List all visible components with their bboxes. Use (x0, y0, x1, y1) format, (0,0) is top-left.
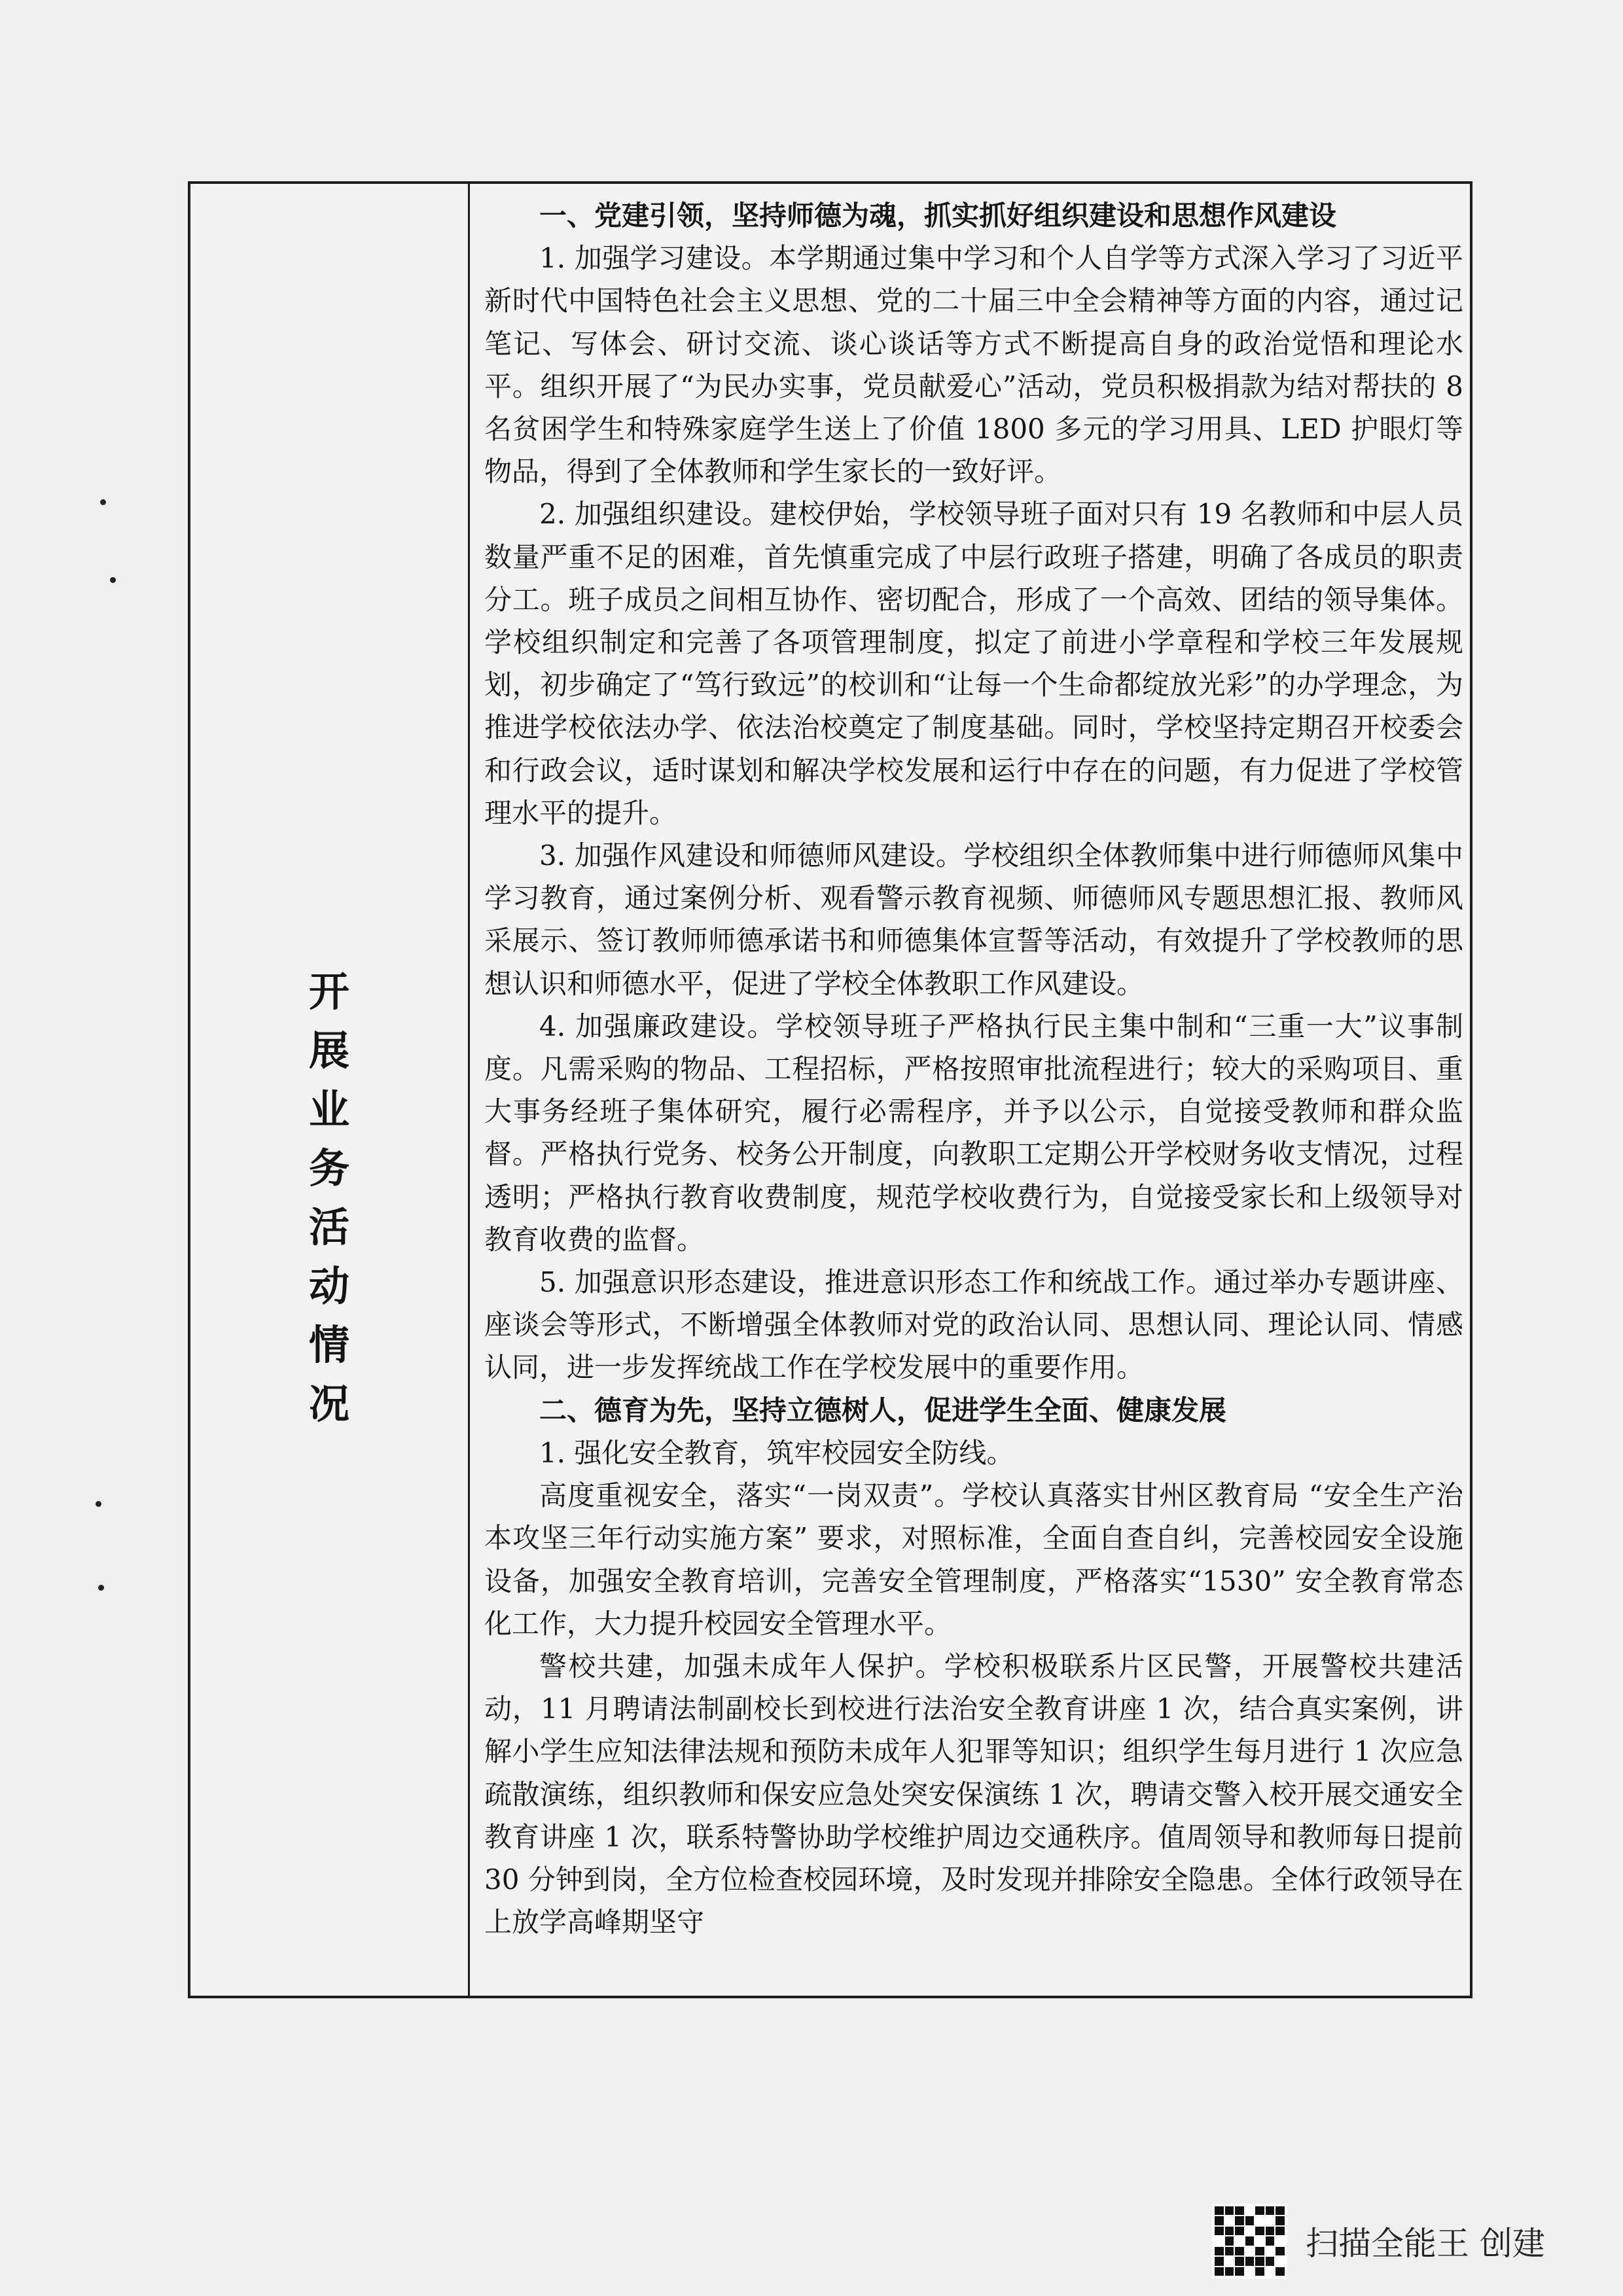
label-cell (190, 184, 470, 1996)
label-char: 开 (308, 968, 349, 1016)
report-table (188, 181, 1472, 1998)
label-char: 情 (308, 1321, 349, 1369)
subheading-safety: 1. 强化安全教育，筑牢校园安全防线。 (539, 1436, 1014, 1469)
paragraph-safety: 高度重视安全，落实“一岗双责”。学校认真落实甘州区教育局 “安全生产治本攻坚三年行动实施方案” 要求，对照标准，全面自查自纠，完善校园安全设施设备，加强安全教育培训，完善安全管理制度，严格落实“1530” 安全教育常态化工作，大力提升校园安全管理水平。 (484, 1479, 1463, 1640)
content-cell (470, 184, 1470, 1996)
paragraph-police-school: 警校共建，加强未成年人保护。学校积极联系片区民警，开展警校共建活动，11 月聘请法制副校长到校进行法治安全教育讲座 1 次，结合真实案例，讲解小学生应知法律法规和预防未成年人犯罪等知识；组织学生每月进行 1 次应急疏散演练，组织教师和保安应急处突安保演练 1 次，聘请交警入校开展交通安全教育讲座 1 次，联系特警协助学校维护周边交通秩序。值周领导和教师每日提前 30 分钟到岗，全方位检查校园环境，及时发现并排除安全隐患。全体行政领导在上放学高峰期坚守 (484, 1650, 1463, 1939)
paragraph-study: 1. 加强学习建设。本学期通过集中学习和个人自学等方式深入学习了习近平新时代中国特色社会主义思想、党的二十届三中全会精神等方面的内容，通过记笔记、写体会、研讨交流、谈心谈话等方式不断提高自身的政治觉悟和理论水平。组织开展了“为民办实事，党员献爱心”活动，党员积极捐款为结对帮扶的 8 名贫困学生和特殊家庭学生送上了价值 1800 多元的学习用具、LED 护眼灯等物品，得到了全体教师和学生家长的一致好评。 (484, 242, 1463, 488)
label-char: 业 (308, 1086, 349, 1133)
label-char: 动 (308, 1262, 349, 1310)
qr-code-icon (1212, 2204, 1287, 2279)
section-heading-2: 二、德育为先，坚持立德树人，促进学生全面、健康发展 (539, 1394, 1227, 1426)
paragraph-ideology: 5. 加强意识形态建设，推进意识形态工作和统战工作。通过举办专题讲座、座谈会等形式，不断增强全体教师对党的政治认同、思想认同、理论认同、情感认同，进一步发挥统战工作在学校发展中的重要作用。 (484, 1266, 1463, 1384)
paragraph-conduct: 3. 加强作风建设和师德师风建设。学校组织全体教师集中进行师德师风集中学习教育，通过案例分析、观看警示教育视频、师德师风专题思想汇报、教师风采展示、签订教师师德承诺书和师德集体宣誓等活动，有效提升了学校教师的思想认识和师德水平，促进了学校全体教职工作风建设。 (484, 839, 1463, 1000)
scanner-watermark (1212, 2199, 1545, 2284)
scan-dot (96, 1501, 101, 1507)
label-char: 况 (308, 1380, 349, 1428)
label-char: 展 (308, 1027, 349, 1074)
section-heading-1: 一、党建引领，坚持师德为魂，抓实抓好组织建设和思想作风建设 (539, 200, 1337, 232)
label-char: 务 (308, 1144, 349, 1192)
vertical-label (190, 963, 468, 1434)
label-char: 活 (308, 1203, 349, 1251)
paragraph-organization: 2. 加强组织建设。建校伊始，学校领导班子面对只有 19 名教师和中层人员数量严重不足的困难，首先慎重完成了中层行政班子搭建，明确了各成员的职责分工。班子成员之间相互协作、密切配合，形成了一个高效、团结的领导集体。学校组织制定和完善了各项管理制度，拟定了前进小学章程和学校三年发展规划，初步确定了“笃行致远”的校训和“让每一个生命都绽放光彩”的办学理念，为推进学校依法办学、依法治校奠定了制度基础。同时，学校坚持定期召开校委会和行政会议，适时谋划和解决学校发展和运行中存在的问题，有力促进了学校管理水平的提升。 (484, 498, 1463, 829)
scan-dot (110, 577, 116, 583)
scan-dot (100, 499, 106, 505)
paragraph-integrity: 4. 加强廉政建设。学校领导班子严格执行民主集中制和“三重一大”议事制度。凡需采购的物品、工程招标，严格按照审批流程进行；较大的采购项目、重大事务经班子集体研究，履行必需程序，并予以公示，自觉接受教师和群众监督。严格执行党务、校务公开制度，向教职工定期公开学校财务收支情况，过程透明；严格执行教育收费制度，规范学校收费行为，自觉接受家长和上级领导对教育收费的监督。 (484, 1010, 1463, 1256)
scanner-brand-text: 扫描全能王 创建 (1306, 2225, 1545, 2263)
scan-dot (98, 1585, 104, 1591)
